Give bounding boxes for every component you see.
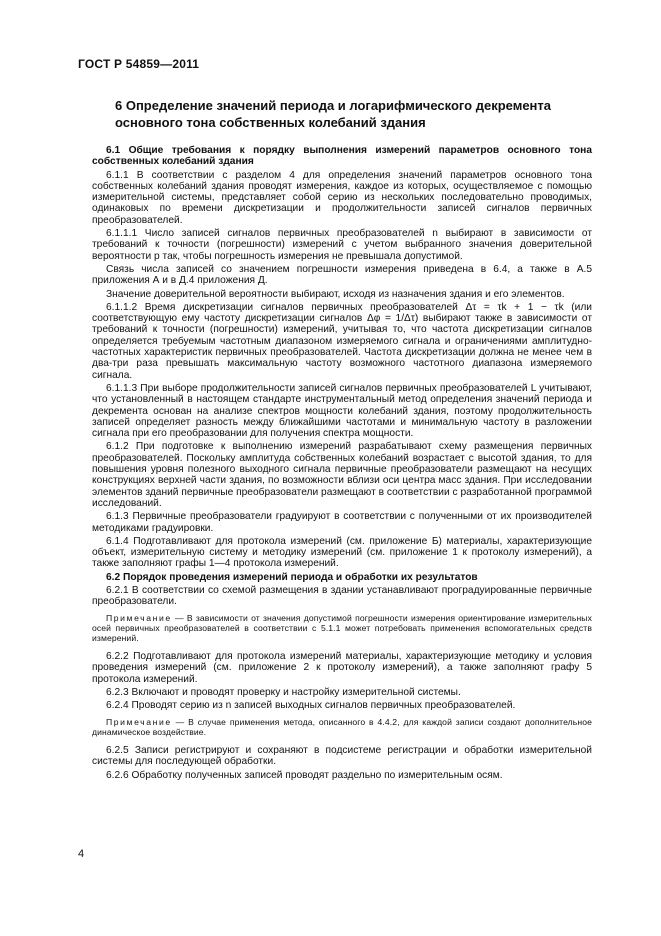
note-2 — [92, 717, 592, 737]
note-1 — [92, 613, 592, 644]
note-label: Примечание — [106, 716, 172, 727]
section-title: 6 Определение значений периода и логарифмического декремента основного тона собственных колебаний здания — [115, 98, 551, 130]
paragraph-6-2-5: 6.2.5 Записи регистрируют и сохраняют в подсистеме регистрации и обработки измерительной системы для последующей обработки. — [92, 745, 592, 768]
note-text: — В случае применения метода, описанного в 4.4.2, для каждой записи создают дополнительное динамическое воздействие. — [92, 716, 592, 737]
paragraph-6-1-2: 6.1.2 При подготовке к выполнению измерений разрабатывают схему размещения первичных преобразователей. Поскольку амплитуда собственных колебаний возрастает с высотой здания, то для повышения уровня полезного выходного сигнала первичные преобразователи размещают на несущих конструкциях верхней части здания, по возможности вблизи оси центра масс здания. При исследовании элементов зданий первичные преобразователи размещают в соответствии с разработанной программой исследований. — [92, 441, 592, 509]
subsection-heading-6-1: 6.1 Общие требования к порядку выполнения измерений параметров основного тона собственных колебаний здания — [92, 145, 592, 168]
paragraph-6-1-1-3: 6.1.1.3 При выборе продолжительности записей сигналов первичных преобразователей L учитывают, что установленный в настоящем стандарте инструментальный метод определения значений периода и декремента основан на анализе спектров мощности колебаний здания, поэтому продолжительность записей определяет разность между ближайшими частотами и минимальную частоту в разложении сигнала при его преобразовании для получения спектра мощности. — [92, 382, 592, 440]
document-body — [92, 145, 592, 783]
paragraph-6-2-6: 6.2.6 Обработку полученных записей проводят раздельно по измерительным осям. — [106, 769, 503, 781]
note-label: Примечание — [106, 612, 172, 623]
paragraph-6-2-3: 6.2.3 Включают и проводят проверку и настройку измерительной системы. — [106, 687, 461, 699]
paragraph-6-2-1: 6.2.1 В соответствии со схемой размещения в здании устанавливают проградуированные первичные преобразователи. — [92, 584, 592, 608]
paragraph-confidence: Значение доверительной вероятности выбирают, исходя из назначения здания и его элементов. — [106, 288, 565, 300]
paragraph-6-1-3: 6.1.3 Первичные преобразователи градуируют в соответствии с полученными от их производителей методиками градуировки. — [92, 511, 592, 534]
paragraph-6-1-1-1: 6.1.1.1 Число записей сигналов первичных преобразователей n выбирают в зависимости от требований к точности (погрешности) измерений с учетом выбранного значения доверительной вероятности p так, чтобы погрешность измерения не превышала допустимой. — [92, 228, 592, 262]
paragraph-6-1-1-2: 6.1.1.2 Время дискретизации сигналов первичных преобразователей Δτ = τk + 1 − τk (или соответствующую ему частоту дискретизации сигналов Δφ = 1/Δτ) выбирают также в зависимости от требований к точности (погрешности) измерений, учитывая то, что частота дискретизации сигналов определяется требуемым частотным диапазоном измеряемого сигнала и ограничениями амплитудно-частотных характеристик первичных преобразователей. Частота дискретизации должна не менее чем в два-три раза превышать максимальную частоту возможного частотного диапазона измеряемого сигнала. — [92, 301, 592, 381]
document-header: ГОСТ Р 54859—2011 — [78, 57, 200, 71]
page-number: 4 — [78, 848, 85, 860]
note-text: — В зависимости от значения допустимой погрешности измерения ориентирование измерительных осей первичных преобразователей в соответствии с 5.1.1 может потребовать применения вспомогательных средств измерений. — [92, 612, 592, 643]
paragraph-6-1-1: 6.1.1 В соответствии с разделом 4 для определения значений параметров основного тона собственных колебаний здания проводят измерения, каждое из которых, осуществляемое с помощью измерительной системы, представляет собой серию из нескольких последовательно проводимых, одинаковых по времени дискретизации и продолжительности записей сигналов первичных преобразователей. — [92, 169, 592, 226]
subsection-heading-6-2: 6.2 Порядок проведения измерений периода и обработки их результатов — [106, 571, 478, 583]
paragraph-link-records: Связь числа записей со значением погрешности измерения приведена в 6.4, а также в А.5 приложения А и в Д.4 приложения Д. — [92, 263, 592, 287]
paragraph-6-2-4: 6.2.4 Проводят серию из n записей выходных сигналов первичных преобразователей. — [106, 700, 516, 712]
paragraph-6-2-2: 6.2.2 Подготавливают для протокола измерений материалы, характеризующие методику и условия проведения измерений (см. приложение 2 к протоколу измерений), а также заполняют графу 5 протокола измерений. — [92, 651, 592, 685]
paragraph-6-1-4: 6.1.4 Подготавливают для протокола измерений (см. приложение Б) материалы, характеризующие объект, измерительную систему и методику измерений (см. приложение 1 к протоколу измерений), а также заполняют графы 1—4 протокола измерений. — [92, 535, 592, 570]
